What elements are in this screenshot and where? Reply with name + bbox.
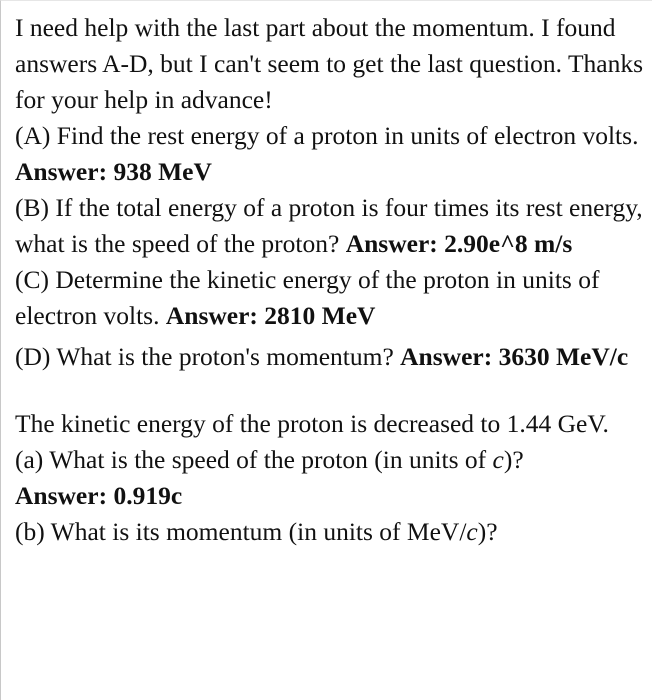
followup-statement: The kinetic energy of the proton is decreased to 1.44 GeV. xyxy=(15,409,609,438)
part-b xyxy=(15,190,645,262)
followup-question-a xyxy=(15,442,645,478)
paragraph-gap xyxy=(15,376,645,406)
part-c xyxy=(15,262,645,334)
part-d-answer: Answer: 3630 MeV/c xyxy=(400,342,629,371)
part-a xyxy=(15,118,645,190)
part-a-answer: Answer: 938 MeV xyxy=(15,157,212,186)
followup-question-b xyxy=(15,514,645,550)
followup-question-b-suffix: )? xyxy=(477,517,498,546)
part-b-answer: Answer: 2.90e^8 m/s xyxy=(345,229,573,258)
intro-paragraph: I need help with the last part about the momentum. I found answers A-D, but I can't seem to get the last question. Thanks for your help in advance! xyxy=(15,13,644,114)
followup-question-a-text: (a) What is the speed of the proton (in units of xyxy=(15,445,493,474)
followup-question-b-text: (b) What is its momentum (in units of MeV/ xyxy=(15,517,467,546)
part-c-answer: Answer: 2810 MeV xyxy=(165,301,376,330)
part-d xyxy=(15,338,645,376)
followup-question-a-suffix: )? xyxy=(503,445,524,474)
part-a-question: (A) Find the rest energy of a proton in units of electron volts. xyxy=(15,121,639,150)
part-d-question: (D) What is the proton's momentum? xyxy=(15,342,394,371)
question-text xyxy=(15,10,645,550)
part-b-question: (B) If the total energy of a proton is four times its rest energy, what is the speed of the proton? xyxy=(15,193,643,258)
followup-answer-a: Answer: 0.919c xyxy=(15,481,183,510)
part-c-question: (C) Determine the kinetic energy of the proton in units of electron volts. xyxy=(15,265,600,330)
followup-question-a-variable: c xyxy=(492,445,504,474)
followup-question-b-variable: c xyxy=(466,517,478,546)
